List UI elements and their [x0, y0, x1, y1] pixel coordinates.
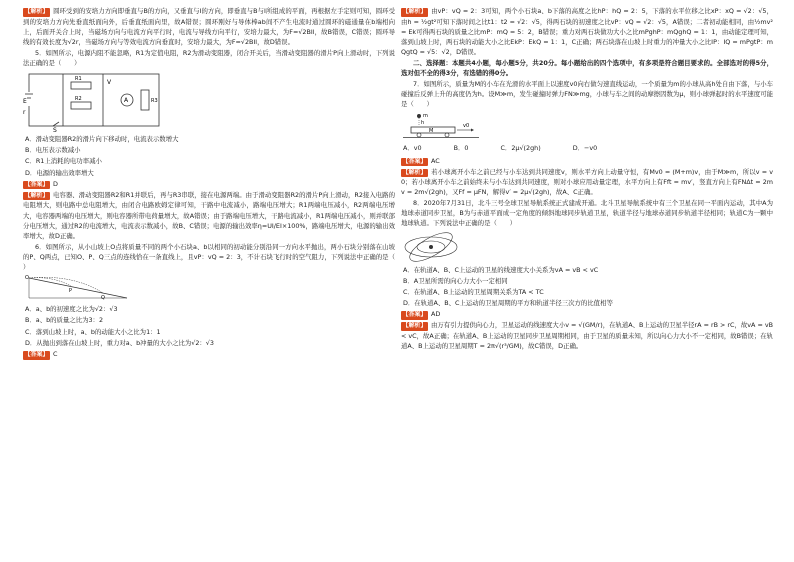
label-h: h — [421, 120, 425, 127]
label-R2: R2 — [75, 96, 82, 103]
option-d: D．−v0 — [572, 144, 598, 153]
orbit-diagram — [401, 231, 461, 263]
answer-tag: 【答案】 — [24, 351, 49, 359]
answer-tag: 【答案】 — [24, 180, 49, 188]
label-R3: R3 — [151, 98, 158, 105]
option-a: A．v0 — [403, 144, 422, 153]
label-m: m — [423, 113, 428, 120]
option-b: B．a、b的质量之比为3：2 — [25, 316, 104, 325]
option-b: B．电压表示数减小 — [25, 146, 81, 155]
label-S: S — [53, 127, 57, 133]
cart-diagram — [401, 111, 481, 141]
option-d: D．电源的输出效率增大 — [25, 168, 94, 177]
answer-tag: 【答案】 — [402, 311, 427, 319]
option-d: D．从抛出到落在山坡上时，重力对a、b冲量的大小之比为√2：√3 — [25, 338, 214, 347]
option-b: B．0 — [453, 144, 469, 153]
question-8: 8．2020年7月31日，北斗三号全球卫星导航系统正式建成开通。北斗卫星导航系统中有三个卫星在同一平面内运动，其中A为地球赤道同步卫星，B为与赤道平面成一定角度的倾斜地球同步轨道卫星，轨道半径与地球赤道同步轨道半径相同；轨道C为一颗中地球轨道。下列说法中正确的是（ ） — [401, 198, 773, 228]
left-column — [23, 6, 408, 360]
analysis-tag: 【解析】 — [402, 322, 427, 330]
question-5: 5．如图所示，电源内阻不能忽略，R1为定值电阻，R2为滑动变阻器，闭合开关后，当滑动变阻器的滑片P向上滑动时，下列说法正确的是（ ） — [23, 48, 395, 67]
analysis-tag: 【解析】 — [24, 8, 49, 15]
option-a: A．a、b的初速度之比为√2：√3 — [25, 305, 118, 314]
slope-diagram — [23, 274, 133, 302]
analysis-paragraph: 【解析】 圆环受到的安培力方向即垂直与B的方向，又垂直与I的方向，即垂直与B与I所组成的平面，再根据左手定则可知，圆环受到的安培力方向先垂直纸面向外，后垂直纸面向里，故A错误；圆环刚好与导体棒ab间不产生电流时通过圆环的磁通量在b端相向上，后面开关合上时，当磁场方向与电流方向平行时，电流与导线方向平行，安培力最大，为F=√2BIl，故B错误，C错误；圆环导线的有效长度为√2r，当磁场方向与等效电流方向垂直时，安培力最大，为F=√2BIl，故D错误。 — [23, 7, 395, 46]
circuit-diagram — [23, 70, 173, 132]
q8-options — [401, 265, 773, 309]
analysis-tag: 【解析】 — [402, 168, 427, 176]
voltmeter-label: V — [107, 79, 112, 87]
label-P: P — [69, 288, 73, 295]
option-a: A．在轨道A、B、C上运动的卫星的线速度大小关系为vA = vB < vC — [403, 265, 599, 274]
label-Q: Q — [101, 295, 105, 302]
option-c: C．2μ√(2gh) — [500, 144, 541, 153]
answer-line: 【答案】 D — [24, 179, 58, 188]
q5-options — [23, 134, 395, 178]
option-d: D．在轨道A、B、C上运动的卫星周期的平方和轨道半径三次方的比值相等 — [403, 299, 613, 308]
analysis-tag: 【解析】 — [24, 191, 49, 199]
label-O: O — [25, 275, 29, 282]
option-c: C．在轨道A、B上运动的卫星周期关系为TA < TC — [403, 287, 544, 296]
label-M: M — [429, 128, 434, 135]
label-r: r — [23, 109, 26, 117]
answer-line: 【答案】 AD — [402, 310, 441, 319]
option-a: A．滑动变阻器R2的滑片向下移动时，电流表示数增大 — [25, 135, 179, 144]
right-column — [401, 6, 773, 352]
answer-line: 【答案】 AC — [402, 156, 440, 165]
answer-tag: 【答案】 — [402, 157, 427, 165]
label-v0: v0 — [463, 123, 470, 130]
answer-line: 【答案】 C — [24, 350, 58, 359]
analysis-paragraph: 【解析】 由万有引力提供向心力，卫星运动的线速度大小v = √(GM/r)，在轨道A、B上运动的卫星半径rA = rB > rC，故vA = vB < vC，故A正确；在轨道A、B上运动的卫星同步卫星周期相同，由于卫星的质量未知，所以向心力大小不一定相同，故B错误；在轨道A、B上运动的卫星周期T = 2π√(r³/GM)，故C错误，D正确。 — [401, 321, 774, 351]
analysis-paragraph: 【解析】 电容器、滑动变阻器R2和R1并联后，再与R3串联，接在电源两端。由于滑动变阻器R2的滑片P向上滑动，R2接入电路的电阻增大，则电路中总电阻增大，由闭合电路欧姆定律可知，干路中电流减小，路端电压增大；R1两端电压减小，R2两端电压增大，电容器两端的电压增大，则电容器所带电荷量增大，故A错误；由于路端电压增大，干路电流减小，R1两端电压减小，则并联部分电压增大，通过R2的电流增大，电流表示数减小，故B、C错误；电源的输出效率η=UI/EI×100%，路端电压增大，电源的输出效率增大，故D正确。 — [23, 190, 395, 240]
question-6: 6．如图所示，从小山坡上O点将质量不同的两个小石块a、b以相同的初动能分别沿同一方向水平抛出，两小石块分别落在山坡的P、Q两点，已知O、P、Q三点的连线恰在一条直线上，且vP：vQ = 2：3，不计石块飞行时的空气阻力，下列说法中正确的是（ ） — [23, 242, 408, 272]
analysis-paragraph: 【解析】 由vP：vQ = 2：3可知，两个小石块a、b下落的高度之比hP：hQ = 2：5，下落的水平位移之比xP：xQ = √2：√5，由h = ½gt²可知下落时间之比t1：t2 = √2：√5，得两石块的初速度之比vP：vQ = √2：√5，A错误；二者初动能相同，由½mv² = Ek可得两石块的质量之比mP：mQ = 5：2，B错误；重力对两石块做功大小之比mPghP：mQghQ = 1：1，由动能定理可知，落到山坡上时，两石块的动能大小之比EkP：EkQ = 1：1，C正确；两石块落在山坡上时重力的冲量大小之比IP：IQ = mPgtP：mQgtQ = √5：√2，D错误。 — [401, 7, 773, 57]
analysis-tag: 【解析】 — [402, 8, 427, 15]
question-7: 7．如图所示，质量为M的小车在光滑的水平面上以速度v0向右做匀速直线运动，一个质量为m的小球从高h处自由下落，与小车碰撞后反弹上升的高度仍为h。设M≫m，发生碰撞时弹力FN≫mg，小球与车之间的动摩擦因数为μ，则小球弹起时的水平速度可能是（ ） — [401, 79, 774, 109]
section-heading: 二、选择题：本题共4小题，每小题5分，共20分。每小题给出的四个选项中，有多项是符合题目要求的。全部选对的得5分，选对但不全的得3分，有选错的得0分。 — [401, 58, 773, 78]
option-b: B．A卫星所需的向心力大小一定相同 — [403, 276, 508, 285]
ammeter-label: A — [124, 97, 129, 105]
option-c: C．落到山坡上时，a、b的动能大小之比为1：1 — [25, 327, 161, 336]
option-c: C．R1上消耗的电功率减小 — [25, 157, 102, 166]
label-E: E — [23, 98, 27, 106]
label-R1: R1 — [75, 76, 82, 83]
q6-options — [23, 304, 395, 348]
analysis-paragraph: 【解析】 若小球离开小车之前已经与小车达到共同速度v，则水平方向上动量守恒，有Mv0 = (M+m)v，由于M≫m，所以v = v0；若小球离开小车之前始终未与小车达到共同速度，则对小球应用动量定理，水平方向上有Fft = mv′，竖直方向上有FNΔt = 2mv = 2m√(2gh)，又Ff = μFN，解得v′ = 2μ√(2gh)，故A、C正确。 — [401, 167, 773, 197]
q7-options — [401, 143, 773, 153]
